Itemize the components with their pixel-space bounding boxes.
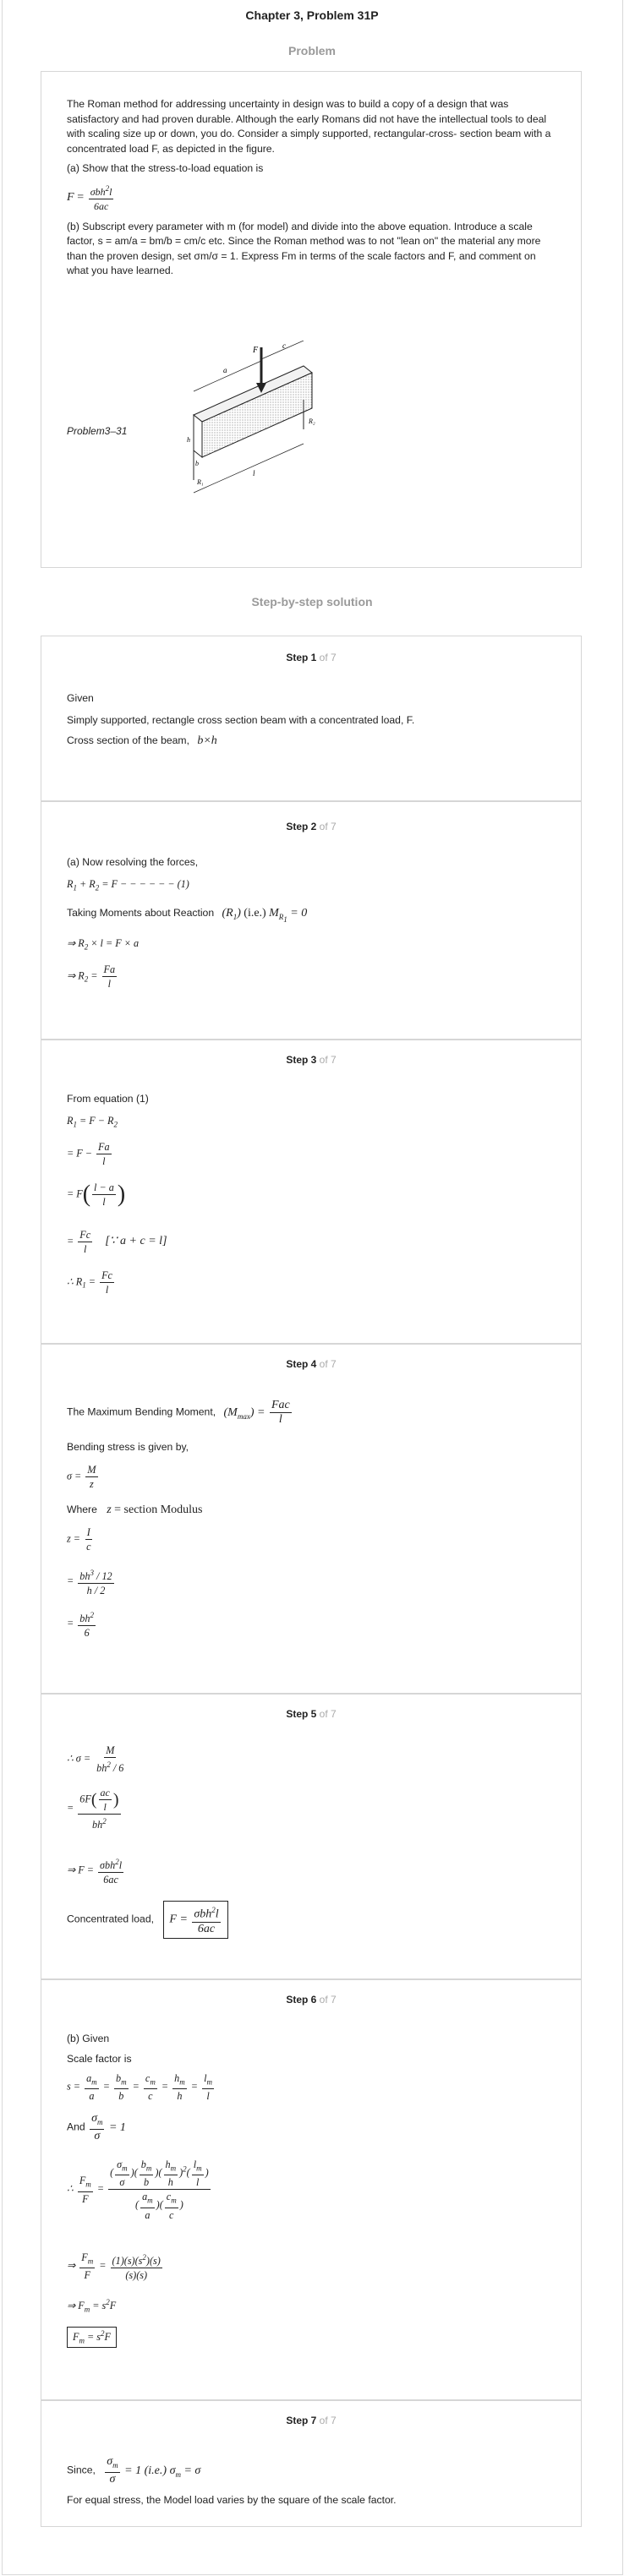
- step-3-eq: = F − $\frac{Fa}{l}$: [67, 1141, 110, 1167]
- step-2-eq: $R_1 + R_2 = F$ − − − − − − (1): [67, 878, 189, 892]
- step-7-line: For equal stress, the Model load varies by the square of the scale factor.: [67, 2494, 397, 2506]
- problem-heading: Problem: [287, 44, 336, 57]
- step-4-line: Where z = section Modulus: [67, 1504, 203, 1516]
- step-6-line: Scale factor is: [67, 2053, 132, 2065]
- step-3-eq: $R_1 = F - R_2$: [67, 1115, 118, 1129]
- step-1-card: [41, 636, 582, 801]
- step-5-eq: = 6F( $\frac{ac}{l}$ ) $bh^2$: [67, 1787, 119, 1831]
- step-3-eq: = $\frac{Fc}{l}$ [∵ a + c = l]: [67, 1229, 167, 1255]
- step-5-header: Step 5 of 7: [286, 1708, 337, 1720]
- step-3-header: Step 3 of 7: [286, 1054, 337, 1066]
- step-4-eq: = $\frac{bh^3 / 12}{h / 2}$: [67, 1566, 116, 1597]
- step-1-line: Given: [67, 692, 94, 704]
- part-b-text: (b) Subscript every parameter with m (for model) and divide into the above equation. Introduce a scale factor, s = am/a = bm/b = cm/c etc. Since the Roman method was to not "lean on" the material any more than the proven design, set σm/σ = 1. Express Fm in terms of the scale factors and F, and comment on what you have learned.: [67, 220, 541, 276]
- step-3-line: From equation (1): [67, 1093, 149, 1105]
- step-4-eq: z = $\frac{I}{c}$: [67, 1526, 91, 1553]
- step-4-eq: σ = $\frac{M}{z}$: [67, 1464, 96, 1490]
- svg-text:R₂: R₂: [309, 418, 315, 425]
- step-6-eq: ∴ $\frac{F_m}{F}$ = ( $\frac{\sigma_m}{\sigma}$ )( $\frac{b_m}{b}$ )( $\frac{h_m}{h}$ )$^2$( $\frac{l_m}{l}$ ) ( $\frac{a_m}{a}$ )( $\frac{c_m}{c}$ ): [67, 2158, 209, 2221]
- page-title: Chapter 3, Problem 31P: [245, 8, 379, 22]
- step-6-eq: ⇒ $\frac{F_m}{F}$ = $\frac{(1)(s)(s^2)(s)}{(s)(s)}$: [67, 2251, 161, 2282]
- svg-text:b: b: [195, 460, 199, 467]
- part-a-text: (a) Show that the stress-to-load equation is: [67, 162, 264, 174]
- step-2-header: Step 2 of 7: [286, 821, 337, 832]
- step-2-line: (a) Now resolving the forces,: [67, 856, 199, 868]
- step-7-card: [41, 2400, 582, 2527]
- step-5-card: [41, 1694, 582, 1979]
- step-6-eq: ⇒ $F_m = s^2F$: [67, 2298, 117, 2314]
- step-2-eq: ⇒ $R_2$ = $\frac{Fa}{l}$: [67, 963, 116, 990]
- step-4-line: Bending stress is given by,: [67, 1441, 189, 1453]
- step-7-header: Step 7 of 7: [286, 2415, 337, 2426]
- step-3-card: [41, 1040, 582, 1344]
- step-4-card: [41, 1344, 582, 1694]
- step-3-eq: = F( $\frac{l - a}{l}$ ): [67, 1181, 126, 1208]
- problem-paragraph: The Roman method for addressing uncertainty in design was to build a copy of a design that was satisfactory and had proven durable. Although the early Romans did not have the intellectual tools to deal with scaling size up or down, you do. Consider a simply supported, rectangular-cross- section beam with a concentrated load F, as depicted in the figure.: [67, 98, 551, 155]
- step-2-line: Taking Moments about Reaction $(R_1)$ (i.e.) $M_{R_1} = 0$: [67, 907, 308, 924]
- step-5-line: Concentrated load, F = $\frac{\sigma bh^2l}{6ac}$: [67, 1901, 228, 1939]
- beam-figure: [143, 341, 380, 556]
- step-6-header: Step 6 of 7: [286, 1994, 337, 2006]
- svg-text:c: c: [282, 341, 286, 350]
- svg-text:h: h: [187, 436, 190, 444]
- step-6-eq: $F_m = s^2F$: [67, 2327, 117, 2348]
- solution-heading: Step-by-step solution: [251, 595, 373, 609]
- stress-load-equation: F = $\frac{\sigma bh^2l}{6ac}$: [67, 182, 556, 213]
- step-2-card: [41, 801, 582, 1040]
- step-6-line: And $\frac{\sigma_m}{\sigma}$ = 1: [67, 2112, 126, 2142]
- step-5-eq: ⇒ F = $\frac{\sigma bh^2l}{6ac}$: [67, 1855, 125, 1886]
- step-4-line: The Maximum Bending Moment, $(M_{max})$ = $\frac{\text{Fac}}{l}$: [67, 1399, 290, 1426]
- problem-card: [41, 71, 582, 568]
- svg-text:a: a: [223, 366, 227, 374]
- step-6-line: (b) Given: [67, 2033, 110, 2044]
- step-5-eq: ∴ σ = $\frac{M}{bh^2 / 6}$: [67, 1744, 124, 1775]
- step-7-line: Since, $\frac{\sigma_m}{\sigma}$ = 1 (i.e.) $\sigma_m = \sigma$: [67, 2455, 201, 2486]
- step-1-line: Cross section of the beam, b×h: [67, 734, 217, 747]
- step-1-line: Simply supported, rectangle cross section beam with a concentrated load, F.: [67, 714, 415, 726]
- svg-text:F: F: [253, 346, 259, 355]
- svg-text:l: l: [253, 469, 255, 478]
- step-2-eq: ⇒ $R_2 \times l = F \times a$: [67, 937, 140, 952]
- step-4-eq: = $\frac{bh^2}{6}$: [67, 1608, 97, 1640]
- step-3-eq: ∴ $R_1$ = $\frac{Fc}{l}$: [67, 1269, 112, 1296]
- step-6-eq: s = $\frac{a_m}{a}$ = $\frac{b_m}{b}$ = $\frac{c_m}{c}$ = $\frac{h_m}{h}$ = $\frac{l_m}{l}$: [67, 2072, 212, 2103]
- step-1-header: Step 1 of 7: [286, 652, 337, 663]
- step-6-card: [41, 1979, 582, 2400]
- step-4-header: Step 4 of 7: [286, 1358, 337, 1370]
- figure-label: Problem3–31: [67, 425, 128, 437]
- svg-text:R₁: R₁: [197, 478, 204, 486]
